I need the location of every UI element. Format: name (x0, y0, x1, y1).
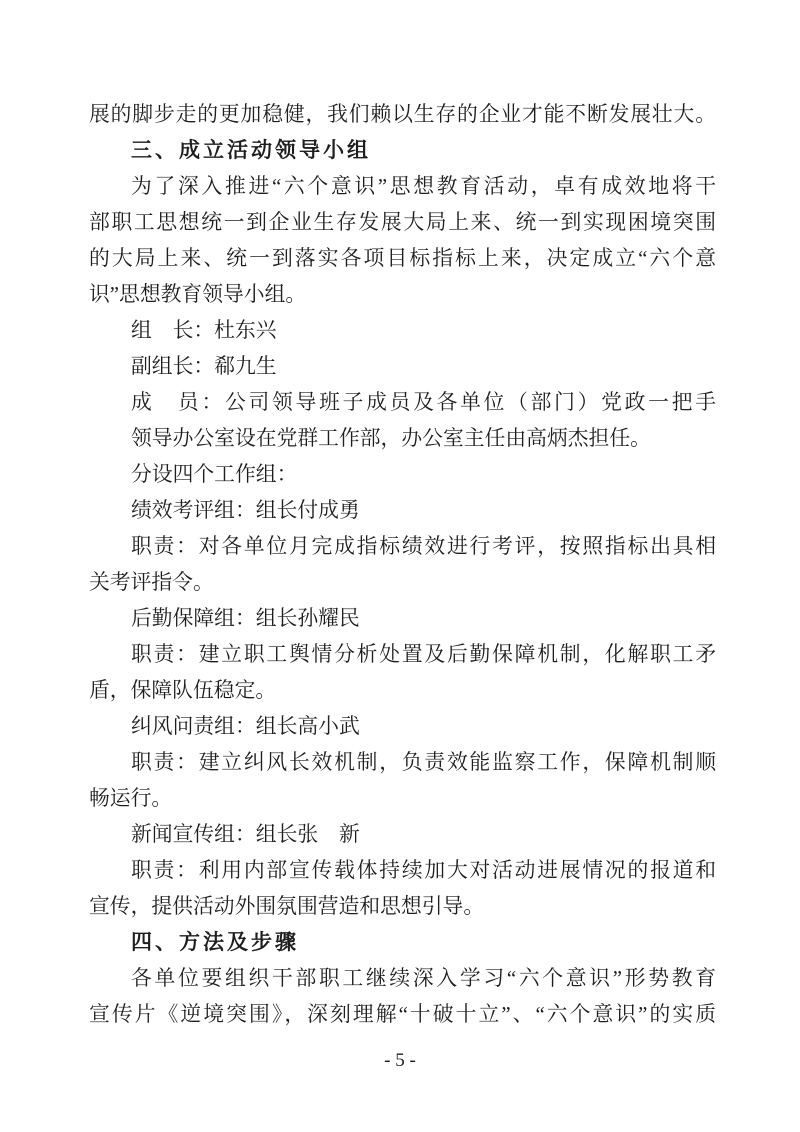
text-line: 宣传片《逆境突围》，深刻理解“十破十立”、“六个意识”的实质 (89, 1003, 716, 1026)
text-line: 部职工思想统一到企业生存发展大局上来、统一到实现困境突围 (89, 211, 716, 234)
text-line: 职责：建立职工舆情分析处置及后勤保障机制，化解职工矛 (131, 643, 716, 666)
text-line: 各单位要组织干部职工继续深入学习“六个意识”形势教育 (131, 967, 716, 990)
text-line: 纠风问责组：组长高小武 (131, 715, 360, 738)
text-line: 为了深入推进“六个意识”思想教育活动，卓有成效地将干 (131, 175, 716, 198)
section-heading: 四、方法及步骤 (131, 931, 299, 954)
text-line: 成 员：公司领导班子成员及各单位（部门）党政一把手 (131, 391, 716, 414)
text-line: 识”思想教育领导小组。 (89, 283, 307, 306)
text-line: 副组长：郗九生 (131, 355, 277, 378)
text-line: 畅运行。 (89, 787, 173, 810)
text-line: 领导办公室设在党群工作部，办公室主任由高炳杰担任。 (131, 427, 651, 450)
text-line: 展的脚步走的更加稳健，我们赖以生存的企业才能不断发展壮大。 (89, 103, 716, 126)
text-line: 宣传，提供活动外围氛围营造和思想引导。 (89, 895, 485, 918)
text-line: 新闻宣传组：组长张 新 (131, 823, 360, 846)
text-line: 后勤保障组：组长孙耀民 (131, 607, 360, 630)
text-line: 盾，保障队伍稳定。 (89, 679, 277, 702)
text-line: 职责：建立纠风长效机制，负责效能监察工作，保障机制顺 (131, 751, 716, 774)
text-line: 职责：对各单位月完成指标绩效进行考评，按照指标出具相 (131, 535, 716, 558)
text-line: 分设四个工作组： (131, 463, 298, 486)
section-heading: 三、成立活动领导小组 (131, 139, 371, 162)
document-body (89, 97, 716, 1033)
text-line: 组 长：杜东兴 (131, 319, 277, 342)
text-line: 的大局上来、统一到落实各项目标指标上来，决定成立“六个意 (89, 247, 716, 270)
text-line: 职责：利用内部宣传载体持续加大对活动进展情况的报道和 (131, 859, 716, 882)
text-line: 绩效考评组：组长付成勇 (131, 499, 360, 522)
text-line: 关考评指令。 (89, 571, 214, 594)
page-number: - 5 - (384, 1050, 416, 1071)
